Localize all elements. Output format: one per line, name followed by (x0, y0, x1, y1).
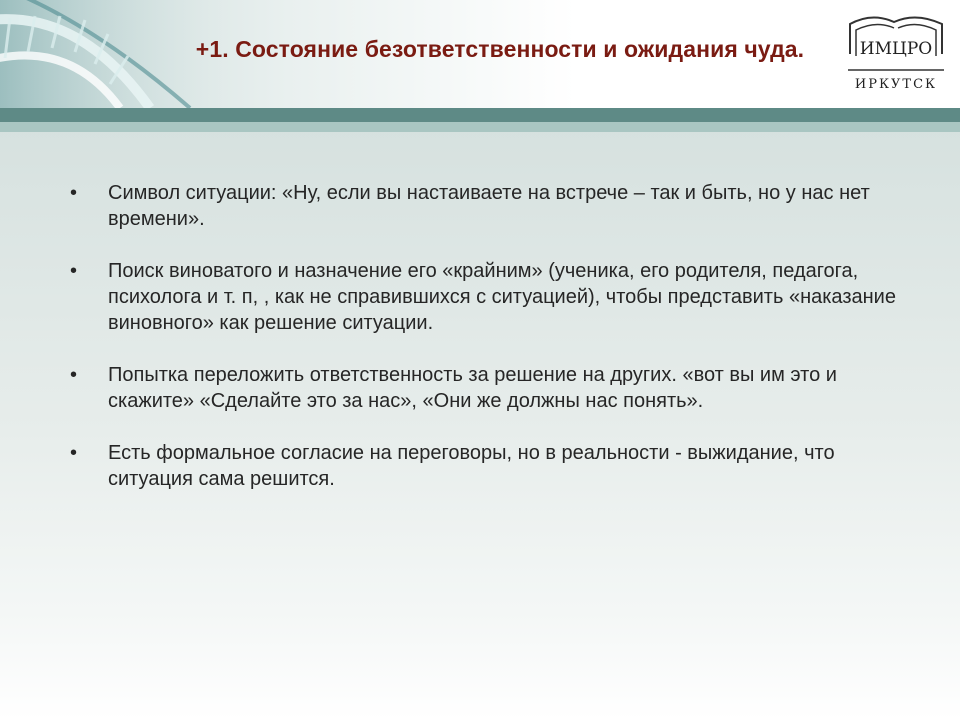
bullet-text: Попытка переложить ответственность за решение на других. «вот вы им это и скажите» «Сделайте это за нас», «Они же должны нас понять». (108, 364, 837, 412)
slide-content (64, 180, 904, 518)
bullet-text: Символ ситуации: «Ну, если вы настаиваете на встрече – так и быть, но у нас нет времени». (108, 182, 870, 230)
header-stripe-light (0, 122, 960, 132)
bullet-item (64, 180, 904, 232)
bullet-marker: • (70, 442, 78, 464)
svg-text:ИМЦРО: ИМЦРО (859, 39, 933, 59)
bullet-marker: • (70, 364, 78, 386)
bullet-marker: • (70, 260, 78, 282)
bullet-item (64, 440, 904, 492)
bullet-text: Поиск виноватого и назначение его «крайним» (ученика, его родителя, педагога, психолога и т. п, , как не справившихся с ситуацией), чтобы представить «наказание виновного» как решение ситуации. (108, 260, 896, 334)
bullet-item (64, 362, 904, 414)
slide-title: +1. Состояние безответственности и ожидания чуда. (195, 36, 805, 62)
bullet-list (64, 180, 904, 492)
bullet-marker: • (70, 182, 78, 204)
imcro-logo (842, 10, 950, 96)
bullet-text: Есть формальное согласие на переговоры, но в реальности - выжидание, что ситуация сама решится. (108, 442, 835, 490)
slide-header (0, 0, 960, 108)
svg-text:ИРКУТСК: ИРКУТСК (854, 77, 938, 92)
header-stripe-dark (0, 108, 960, 122)
bullet-item (64, 258, 904, 336)
